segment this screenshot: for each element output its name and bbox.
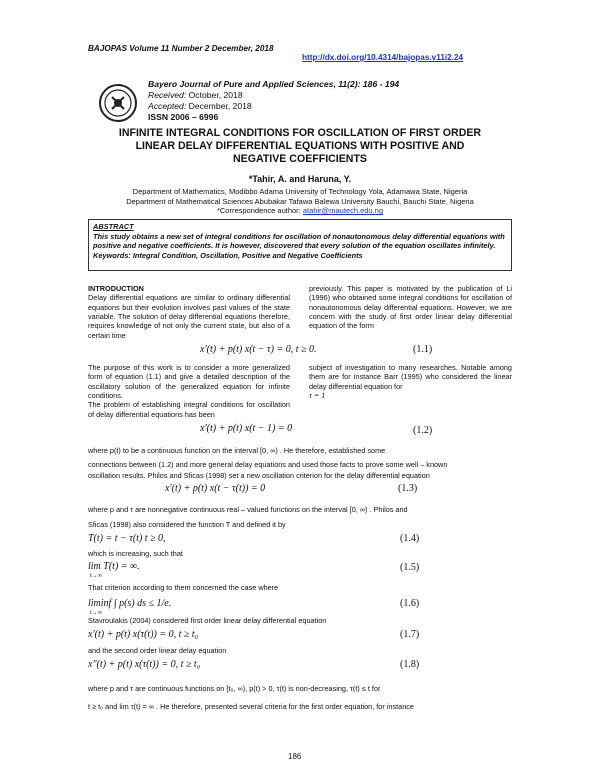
journal-header: BAJOPAS Volume 11 Number 2 December, 2018 [88,44,274,53]
limit-subscript: t→∞ [90,573,102,579]
accepted-label: Accepted: [148,101,187,111]
intro-heading: INTRODUCTION [88,284,144,293]
tau-equation: τ = 1 [309,391,326,401]
equation-1-8: x″(t) + p(t) x(τ(t)) = 0, t ≥ t₀ [88,659,201,670]
equation-number: (1.2) [413,425,433,436]
paper-title [80,127,520,166]
title-line: INFINITE INTEGRAL CONDITIONS FOR OSCILLATION OF FIRST ORDER [118,127,482,139]
text-line: which is increasing, such that [88,549,183,558]
text-line: where p(t) to be a continuous function on the interval [0, ∞) . He therefore, established some [88,446,386,455]
text-line: oscillation results. Philos and Sficas (1998) set a new oscillation criterion for the delay differential equation [88,471,430,480]
received-label: Received: [148,90,187,100]
liminf-subscript: t→∞ [90,610,102,616]
equation-1-6: liminf ∫ p(s) ds ≤ 1/e. [88,598,172,609]
text-line: Stavroulakis (2004) considered first order linear delay differential equation [88,616,327,625]
intro-right-column-2 [309,363,512,400]
intro-left-column-2 [88,363,290,419]
received-date: October, 2018 [188,90,243,100]
journal-logo-icon [98,83,138,123]
equation-number: (1.4) [400,533,420,544]
text-line: That criterion according to them concerned the case where [88,583,279,592]
text-line: connections between (1.2) and more general delay equations and used those facts to prove some well – known [88,460,448,469]
text-line: Sficas (1998) also considered the function T and defined it by [88,520,286,529]
equation-1-7: x′(t) + p(t) x(τ(t)) = 0, t ≥ t₀ [88,629,199,640]
intro-left-column [88,284,290,340]
equation-1-2: x′(t) + p(t) x(t − 1) = 0 [200,423,293,434]
correspondence-email[interactable]: atahir@mautech.edu.ng [302,206,384,216]
journal-name: Bayero Journal of Pure and Applied Sciences, 11(2): 186 - 194 [148,79,400,89]
equation-number: (1.8) [400,659,420,670]
title-line: LINEAR DELAY DIFFERENTIAL EQUATIONS WITH POSITIVE AND [135,140,465,152]
equation-number: (1.1) [413,344,433,355]
issn: ISSN 2006 – 6996 [148,112,219,122]
authors: *Tahir, A. and Haruna, Y. [248,174,352,184]
affiliations [60,187,540,216]
equation-1-4: T(t) = t − τ(t) t ≥ 0, [88,533,166,544]
equation-number: (1.3) [398,483,418,494]
intro-left-p2: The purpose of this work is to consider a more generalized form of equation (1.1) and give a detailed description of the oscillatory solution of the generalized equation for infinite conditions. [88,363,290,401]
intro-right-p2: subject of investigation to many researches. Notable among them are for instance Barr (1995) who considered the linear delay differential equation for [309,363,512,391]
title-line: NEGATIVE COEFFICIENTS [233,153,367,165]
correspondence-label: *Correspondence author: [216,206,301,216]
page-number: 186 [288,752,302,761]
abstract-heading: ABSTRACT [93,222,134,231]
abstract-text: This study obtains a new set of integral conditions for oscillation of nonautonomous delay differential equations with positive and negative coefficients. It is however, discovered that every solution of the equation oscillates infinitely. [93,231,505,251]
equation-number: (1.7) [400,629,420,640]
equation-1-3: x′(t) + p(t) x(t − τ(t)) = 0 [165,483,266,494]
intro-left-p3: The problem of establishing integral conditions for oscillation of delay differential equations has been [88,400,290,419]
abstract-box [88,219,512,271]
equation-number: (1.6) [400,598,420,609]
affiliation: Department of Mathematics, Modibbo Adama University of Technology Yola, Adamawa State, Nigeria [132,187,468,196]
intro-left-p1: Delay differential equations are similar to ordinary differential equations but their evolution involves past values of the state variable. The solution of delay differential equations therefore, requires knowledge of not only the current state, but also of a certain time [88,293,290,340]
keywords: Keywords: Integral Condition, Oscillation, Positive and Negative Coefficients [93,250,363,260]
accepted-date: December, 2018 [188,101,252,111]
equation-number: (1.5) [400,562,420,573]
doi-link[interactable]: http://dx.doi.org/10.4314/bajopas.v11i2.24 [302,53,464,62]
journal-info [148,79,399,123]
affiliation: Department of Mathematical Sciences Abubakar Tafawa Balewa University Bauchi, Bauchi State, Nigeria [126,196,474,206]
equation-1-5: lim T(t) = ∞. [88,561,140,572]
text-line: t ≥ t₀ and lim τ(t) = ∞ . He therefore, presented several criteria for the first order equation, for instance [88,702,414,711]
text-line: and the second order linear delay equation [88,646,227,655]
text-line: where p and τ are continuous functions on [t₀, ∞), p(t) > 0, τ(t) is non-decreasing, τ(t) ≤ t for [88,684,381,693]
intro-right-column [309,284,512,331]
text-line: where p and τ are nonnegative continuous real – valued functions on the interval [0, ∞) . Philos and [88,505,408,514]
intro-right-p1: previously. This paper is motivated by the publication of Li (1996) who obtained some integral conditions for oscillation of nonautonomous delay differential equations. However, we are concern with the study of first order linear delay differential equation of the form [309,284,512,331]
equation-1-1: x′(t) + p(t) x(t − τ) = 0, t ≥ 0. [200,344,317,355]
